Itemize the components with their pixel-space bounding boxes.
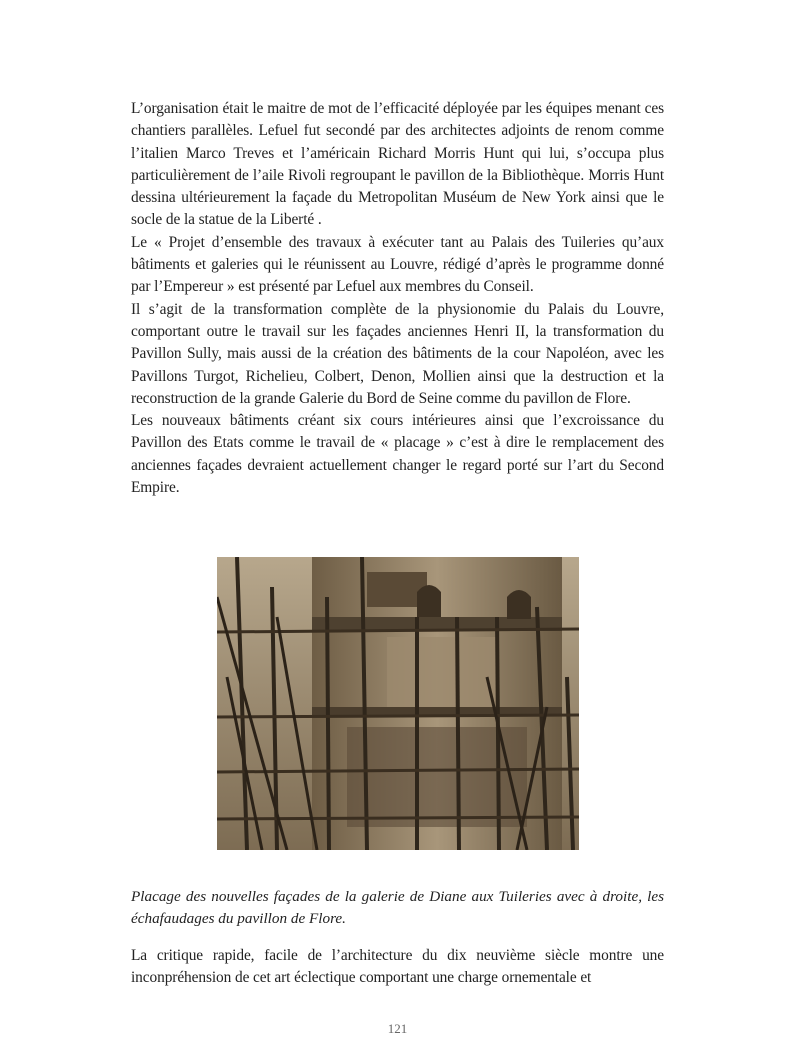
- closing-text: [131, 945, 664, 990]
- figure-caption: Placage des nouvelles façades de la galerie de Diane aux Tuileries avec à droite, les échafaudages du pavillon de Flore.: [131, 888, 664, 927]
- closing-paragraph: La critique rapide, facile de l’architecture du dix neuvième siècle montre une inconpréhension de cet art éclectique comportant une charge ornementale et: [131, 947, 664, 987]
- scaffolding-photograph: [217, 557, 579, 850]
- body-text: [131, 98, 664, 499]
- paragraph-3: Il s’agit de la transformation complète de la physionomie du Palais du Louvre, comportant outre le travail sur les façades anciennes Henri II, la transformation du Pavillon Sully, mais aussi de la création des bâtiments de la cour Napoléon, avec les Pavillons Turgot, Richelieu, Colbert, Denon, Mollien ainsi que la destruction et la reconstruction de la grande Galerie du Bord de Seine comme du pavillon de Flore.: [131, 300, 664, 407]
- paragraph-4: Les nouveaux bâtiments créant six cours intérieures ainsi que l’excroissance du Pavillon des Etats comme le travail de « placage » c’est à dire le remplacement des anciennes façades devraient actuellement changer le regard porté sur l’art du Second Empire.: [131, 412, 664, 497]
- page-number: 121: [387, 1021, 408, 1036]
- paragraph-1: L’organisation était le maitre de mot de l’efficacité déployée par les équipes menant ces chantiers parallèles. Lefuel fut secondé par des architectes adjoints de renom comme l’italien Marco Treves et l’américain Richard Morris Hunt qui lui, s’occupa plus particulièrement de l’aile Rivoli regroupant le pavillon de la Bibliothèque. Morris Hunt dessina ultérieurement la façade du Metropolitan Muséum de New York ainsi que le socle de la statue de la Liberté .: [131, 100, 664, 229]
- paragraph-2: Le « Projet d’ensemble des travaux à exécuter tant au Palais des Tuileries qu’aux bâtiments et galeries qui le réunissent au Louvre, rédigé d’après le programme donné par l’Empereur » est présenté par Lefuel aux membres du Conseil.: [131, 233, 664, 296]
